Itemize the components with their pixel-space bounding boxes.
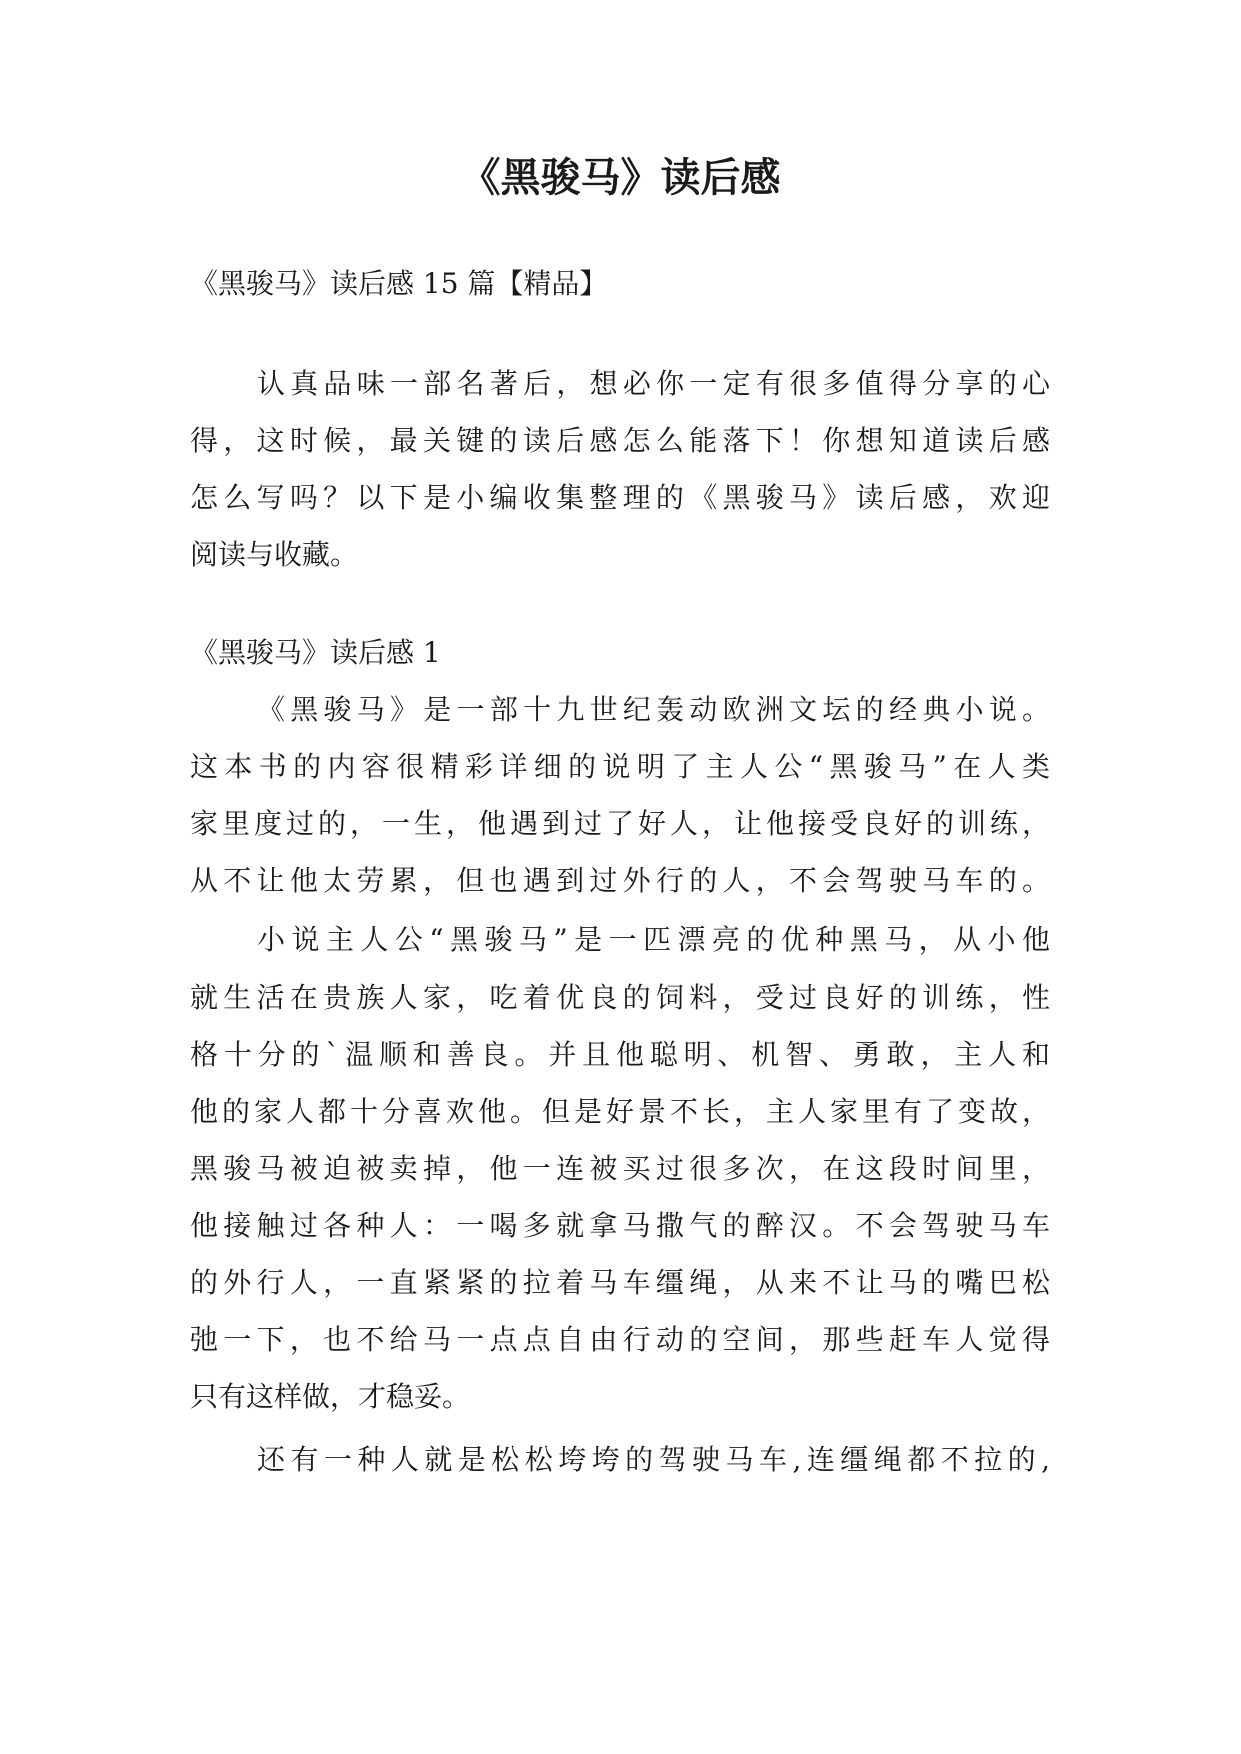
para2-line-6: 他接触过各种人：一喝多就拿马撒气的醉汉。不会驾驶马车	[190, 1209, 1050, 1242]
intro-line-2: 得，这时候，最关键的读后感怎么能落下！你想知道读后感	[190, 424, 1050, 457]
para3-line-1: 还有一种人就是松松垮垮的驾驶马车,连缰绳都不拉的,	[257, 1443, 1050, 1476]
intro-line-3: 怎么写吗？以下是小编收集整理的《黑骏马》读后感，欢迎	[190, 481, 1050, 514]
para2-line-2: 就生活在贵族人家，吃着优良的饲料，受过良好的训练，性	[190, 981, 1050, 1014]
intro-line-1: 认真品味一部名著后，想必你一定有很多值得分享的心	[257, 367, 1050, 400]
para2-line-5: 黑骏马被迫被卖掉，他一连被买过很多次，在这段时间里，	[190, 1152, 1050, 1185]
intro-line-4: 阅读与收藏。	[190, 538, 359, 571]
document-subtitle: 《黑骏马》读后感 15 篇【精品】	[190, 267, 608, 300]
document-title: 《黑骏马》读后感	[460, 154, 781, 201]
para1-line-2: 这本书的内容很精彩详细的说明了主人公“黑骏马”在人类	[190, 750, 1050, 783]
para2-line-4: 他的家人都十分喜欢他。但是好景不长，主人家里有了变故，	[190, 1095, 1050, 1128]
para2-line-3: 格十分的`温顺和善良。并且他聪明、机智、勇敢，主人和	[190, 1038, 1050, 1071]
para2-line-7: 的外行人，一直紧紧的拉着马车缰绳，从来不让马的嘴巴松	[190, 1266, 1050, 1299]
para2-line-8: 弛一下，也不给马一点点自由行动的空间，那些赶车人觉得	[190, 1323, 1050, 1356]
para1-line-1: 《黑骏马》是一部十九世纪轰动欧洲文坛的经典小说。	[257, 693, 1050, 726]
para1-line-4: 从不让他太劳累，但也遇到过外行的人，不会驾驶马车的。	[190, 864, 1050, 897]
section-heading: 《黑骏马》读后感 1	[190, 636, 441, 669]
para1-line-3: 家里度过的，一生，他遇到过了好人，让他接受良好的训练，	[190, 807, 1050, 840]
para2-line-1: 小说主人公“黑骏马”是一匹漂亮的优种黑马，从小他	[257, 923, 1050, 956]
para2-line-9: 只有这样做，才稳妥。	[190, 1380, 471, 1413]
